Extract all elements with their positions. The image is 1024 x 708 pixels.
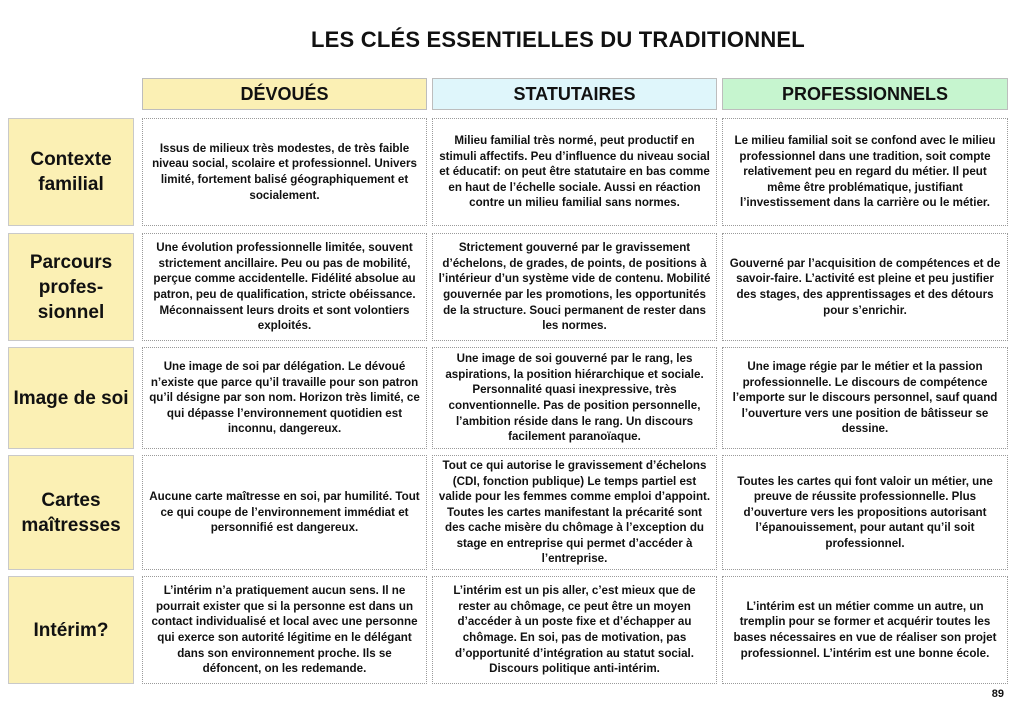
page-title: LES CLÉS ESSENTIELLES DU TRADITIONNEL (311, 27, 805, 52)
table-cell (432, 347, 717, 449)
table-cell (142, 455, 427, 570)
table-cell (722, 576, 1008, 684)
row-header-image-de-soi (8, 347, 134, 449)
table-cell (722, 455, 1008, 570)
cell-text: Une évolution professionnelle limitée, souvent strictement ancillaire. Peu ou pas de mobilité, perçue comme accidentelle. Fidélité absolue au patron, peu de qualification, stricte obéissance. Méconnaissent leurs droits et sont volontiers exploités. (153, 241, 416, 333)
row-header-label: Intérim? (33, 619, 109, 641)
page-number: 89 (991, 688, 1004, 700)
column-header-statutaires (432, 78, 717, 110)
cell-text: Toutes les cartes qui font valoir un métier, une preuve de réussite professionnelle. Plus d’ouverture vers les propositions autorisant l’épanouissement, pour autant qu’il soit professionnel. (737, 474, 993, 550)
cell-text: L’intérim n’a pratiquement aucun sens. Il ne pourrait exister que si la personne est dans un contact individualisé et local avec une personne qui exerce son autorité légitime en le délégant dans son environnement proche. Ils se défoncent, on les redemande. (151, 584, 418, 676)
table-cell (432, 455, 717, 570)
table-cell (722, 233, 1008, 341)
cell-text: Une image régie par le métier et la passion professionnelle. Le discours de compétence l’emporte sur le discours personnel, sauf quand l’ouverture vers une position de bâtisseur se dessine. (732, 360, 998, 436)
table-cell (142, 347, 427, 449)
table-cell (722, 347, 1008, 449)
row-header-label: Parcours profes-sionnel (29, 251, 113, 323)
table-cell (432, 233, 717, 341)
table-cell (142, 233, 427, 341)
cell-text: Une image de soi par délégation. Le dévoué n’existe que parce qu’il travaille pour son patron qu’il désigne par son nom. Horizon très limité, ce qui dépasse l’environnement quotidien est inconnu, dangereux. (149, 360, 420, 436)
cell-text: Gouverné par l’acquisition de compétences et de savoir-faire. L’activité est pleine et peu justifier des stages, des apprentissages et des détours pour s’enrichir. (729, 256, 1001, 317)
row-header-label: Cartes maîtresses (21, 489, 121, 536)
cell-text: Strictement gouverné par le gravissement d’échelons, de grades, de points, de positions à l’intérieur d’un système vide de contenu. Mobilité gouvernée par les promotions, les opportunités de la structure. Souci permanent de rester dans les normes. (438, 241, 711, 333)
cell-text: L’intérim est un métier comme un autre, un tremplin pour se former et acquérir toutes les bases nécessaires en vue de réaliser son projet professionnel. L’intérim est une bonne école. (733, 599, 997, 660)
cell-text: Milieu familial très normé, peut productif en stimuli affectifs. Peu d’influence du niveau social et éducatif: on peut être statutaire en bas comme en haut de l’échelle sociale. Aussi en réaction contre un milieu familial sans normes. (439, 134, 710, 210)
table-cell (142, 118, 427, 226)
row-header-cartes-maitresses (8, 455, 134, 570)
row-header-interim (8, 576, 134, 684)
table-cell (142, 576, 427, 684)
row-header-label: Contexte familial (30, 149, 112, 195)
cell-text: Une image de soi gouverné par le rang, les aspirations, la position hiérarchique et sociale. Personnalité quasi inexpressive, très conventionnelle. Pas de position personnelle, l’ambition réside dans le rang. Un discours facilement paranoïaque. (445, 352, 704, 444)
column-header-devoues (142, 78, 427, 110)
table-cell (432, 118, 717, 226)
cell-text: Issus de milieux très modestes, de très faible niveau social, scolaire et professionnel. Univers limité, fortement balisé géographiquement et socialement. (152, 141, 417, 202)
cell-text: L’intérim est un pis aller, c’est mieux que de rester au chômage, ce peut être un moyen d’accéder à un poste fixe et d’échapper au chômage. En soi, pas de motivation, pas d’opportunité d’intégration au statut social. Discours politique anti-intérim. (453, 584, 696, 676)
row-header-contexte-familial (8, 118, 134, 226)
column-header-label: STATUTAIRES (513, 83, 636, 104)
column-header-label: DÉVOUÉS (240, 83, 329, 104)
column-header-professionnels (722, 78, 1008, 110)
column-header-label: PROFESSIONNELS (781, 83, 949, 104)
table-cell (722, 118, 1008, 226)
row-header-label: Image de soi (13, 387, 129, 409)
cell-text: Le milieu familial soit se confond avec le milieu professionnel dans une tradition, soit compte relativement peu en regard du métier. Il peut même être problématique, justifiant l’investissement dans la carrière ou le métier. (734, 134, 996, 210)
row-header-parcours-professionnel (8, 233, 134, 341)
table-cell (432, 576, 717, 684)
cell-text: Aucune carte maîtresse en soi, par humilité. Tout ce qui coupe de l’environnement immédiat et personnifié est dangereux. (149, 490, 420, 535)
cell-text: Tout ce qui autorise le gravissement d’échelons (CDI, fonction publique) Le temps partiel est valide pour les femmes comme emploi d’appoint. Toutes les cartes manifestant la précarité sont des cache misère du chômage à l’exception du stage en entreprise qui permet d’accéder à l’entreprise. (438, 458, 711, 566)
